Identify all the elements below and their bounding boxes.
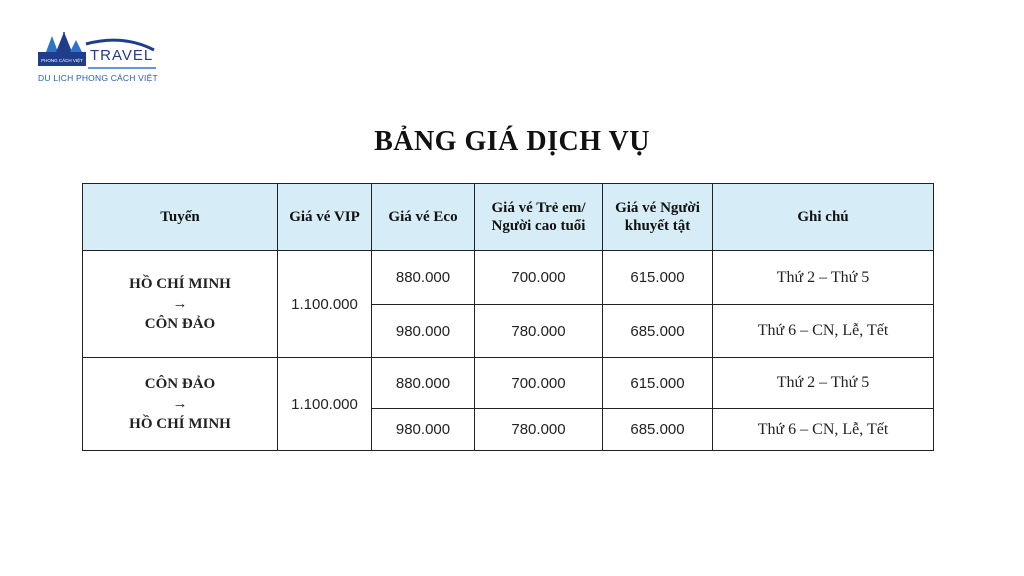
- route-to: HỒ CHÍ MINH: [129, 416, 231, 432]
- child-price: 780.000: [475, 409, 603, 451]
- table-row: [83, 358, 934, 409]
- disabled-price: 615.000: [603, 251, 713, 305]
- eco-price: 980.000: [372, 409, 475, 451]
- child-price: 700.000: [475, 358, 603, 409]
- logo-brand: TRAVEL: [90, 47, 154, 64]
- note: Thứ 2 – Thứ 5: [713, 358, 934, 409]
- vip-price: 1.100.000: [278, 251, 372, 358]
- col-header-route: Tuyến: [83, 184, 278, 251]
- note: Thứ 6 – CN, Lễ, Tết: [713, 305, 934, 358]
- page-title: BẢNG GIÁ DỊCH VỤ: [374, 126, 650, 157]
- svg-text:PHONG CÁCH VIỆT: PHONG CÁCH VIỆT: [41, 58, 83, 63]
- note: Thứ 6 – CN, Lễ, Tết: [713, 409, 934, 451]
- route-from: CÔN ĐẢO: [144, 376, 216, 392]
- route-cell: [83, 358, 278, 451]
- col-header-vip: Giá vé VIP: [278, 184, 372, 251]
- route-arrow-icon: →: [172, 296, 188, 312]
- child-price: 780.000: [475, 305, 603, 358]
- col-header-disabled: Giá vé Người khuyết tật: [603, 184, 713, 251]
- col-header-eco: Giá vé Eco: [372, 184, 475, 251]
- disabled-price: 685.000: [603, 409, 713, 451]
- route-to: CÔN ĐẢO: [144, 316, 216, 332]
- note: Thứ 2 – Thứ 5: [713, 251, 934, 305]
- logo-tagline: DU LỊCH PHONG CÁCH VIỆT: [38, 73, 158, 83]
- route-cell: [83, 251, 278, 358]
- child-price: 700.000: [475, 251, 603, 305]
- eco-price: 980.000: [372, 305, 475, 358]
- route-arrow-icon: →: [172, 396, 188, 412]
- col-header-note: Ghi chú: [713, 184, 934, 251]
- price-table: [82, 183, 934, 451]
- route-from: HỒ CHÍ MINH: [129, 276, 231, 292]
- table-header-row: [83, 184, 934, 251]
- eco-price: 880.000: [372, 358, 475, 409]
- table-row: [83, 251, 934, 305]
- logo: [38, 30, 168, 90]
- disabled-price: 615.000: [603, 358, 713, 409]
- col-header-child: Giá vé Trẻ em/ Người cao tuổi: [475, 184, 603, 251]
- vip-price: 1.100.000: [278, 358, 372, 451]
- eco-price: 880.000: [372, 251, 475, 305]
- disabled-price: 685.000: [603, 305, 713, 358]
